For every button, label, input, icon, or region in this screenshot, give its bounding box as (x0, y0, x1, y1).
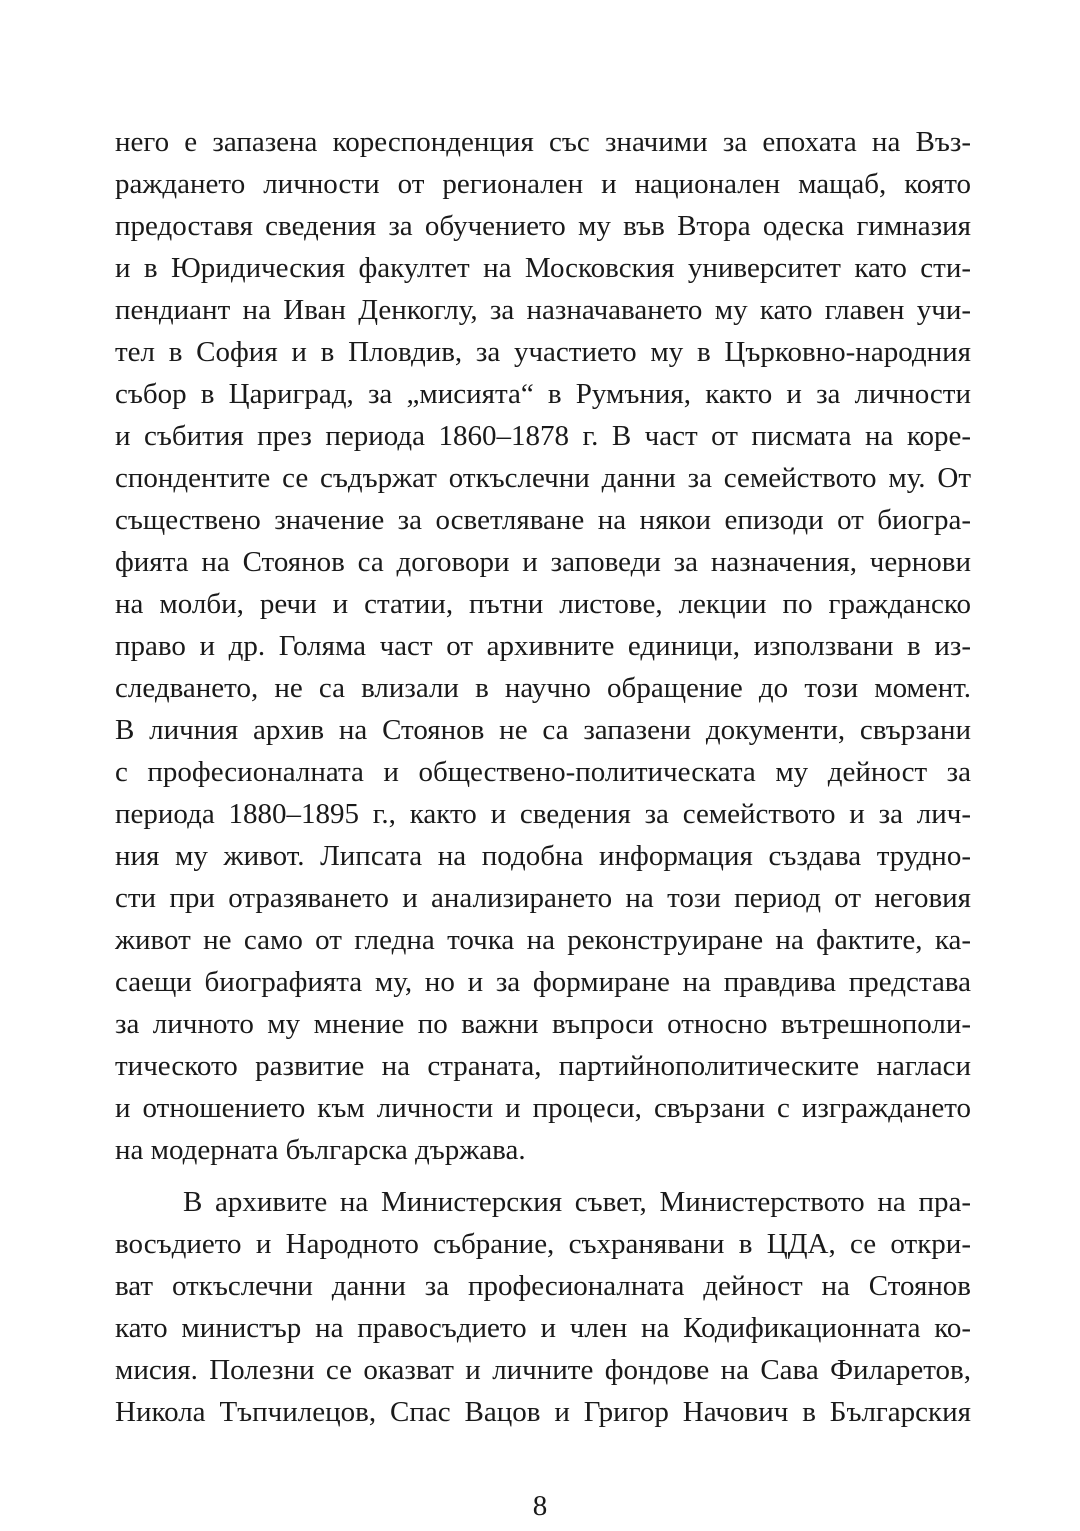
text-line: восъдието и Народното събрание, съхранявани в ЦДА, се откри- (115, 1228, 971, 1260)
page-number: 8 (532, 1490, 548, 1522)
text-line: и събития през периода 1860–1878 г. В част от писмата на коре- (115, 420, 971, 452)
paragraph-1 (115, 121, 971, 1171)
text-line: като министър на правосъдието и член на Кодификационната ко- (115, 1312, 971, 1344)
text-line: с професионалната и обществено-политическата му дейност за (115, 756, 971, 788)
text-line: предоставя сведения за обучението му във Втора одеска гимназия (115, 210, 971, 242)
text-line: фията на Стоянов са договори и заповеди за назначения, чернови (115, 546, 971, 578)
text-line: на модерната българска държава. (115, 1134, 526, 1166)
text-line: следването, не са влизали в научно обращение до този момент. (115, 672, 971, 704)
text-line: ния му живот. Липсата на подобна информация създава трудно- (115, 840, 971, 872)
text-line: за личното му мнение по важни въпроси относно вътрешнополи- (115, 1008, 971, 1040)
text-line: В архивите на Министерския съвет, Министерството на пра- (183, 1186, 971, 1218)
text-line: живот не само от гледна точка на реконструиране на фактите, ка- (115, 924, 971, 956)
text-line: и отношението към личности и процеси, свързани с изграждането (115, 1092, 971, 1124)
text-line: В личния архив на Стоянов не са запазени документи, свързани (115, 714, 971, 746)
text-line: раждането личности от регионален и национален мащаб, която (115, 168, 971, 200)
text-line: него е запазена кореспонденция със значими за епохата на Въз- (115, 126, 971, 158)
text-line: Никола Тъпчилецов, Спас Вацов и Григор Начович в Българския (115, 1396, 971, 1428)
text-line: тел в София и в Пловдив, за участието му в Църковно-народния (115, 336, 971, 368)
text-line: спондентите се съдържат откъслечни данни за семейството му. От (115, 462, 971, 494)
paragraph-2 (115, 1181, 971, 1433)
text-line: право и др. Голяма част от архивните единици, използвани в из- (115, 630, 971, 662)
text-line: събор в Цариград, за „мисията“ в Румъния, както и за личности (115, 378, 971, 410)
text-line: мисия. Полезни се оказват и личните фондове на Сава Филаретов, (115, 1354, 971, 1386)
text-line: на молби, речи и статии, пътни листове, лекции по гражданско (115, 588, 971, 620)
text-line: пендиант на Иван Денкоглу, за назначаването му като главен учи- (115, 294, 971, 326)
text-line: и в Юридическия факултет на Московския университет като сти- (115, 252, 971, 284)
text-line: периода 1880–1895 г., както и сведения за семейството и за лич- (115, 798, 971, 830)
text-line: саещи биографията му, но и за формиране на правдива представа (115, 966, 971, 998)
text-line: съществено значение за осветляване на някои епизоди от биогра- (115, 504, 971, 536)
page-body (115, 121, 971, 1433)
text-line: тическото развитие на страната, партийнополитическите нагласи (115, 1050, 971, 1082)
text-line: сти при отразяването и анализирането на този период от неговия (115, 882, 971, 914)
text-line: ват откъслечни данни за професионалната дейност на Стоянов (115, 1270, 971, 1302)
